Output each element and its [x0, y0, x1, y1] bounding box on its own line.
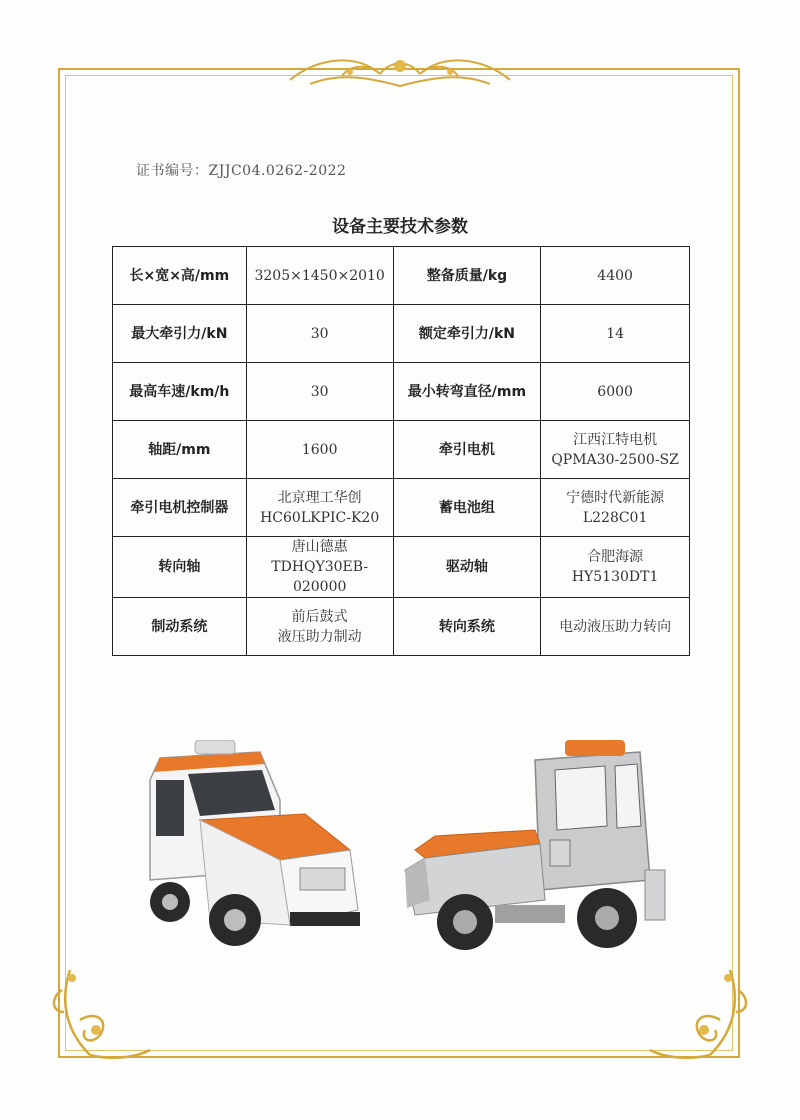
spec-label: 制动系统 — [113, 598, 247, 656]
spec-value: 6000 — [541, 363, 690, 421]
spec-value-line: 唐山德惠 — [291, 539, 348, 555]
spec-value — [246, 598, 393, 656]
spec-label: 转向系统 — [393, 598, 541, 656]
spec-value-line: HC60LKPIC-K20 — [260, 509, 380, 526]
table-row — [113, 598, 690, 656]
spec-label: 长×宽×高/mm — [113, 247, 247, 305]
spec-value: 30 — [246, 363, 393, 421]
spec-label: 牵引电机 — [393, 421, 541, 479]
spec-value-line: HY5130DT1 — [571, 569, 659, 585]
spec-label: 整备质量/kg — [393, 247, 541, 305]
table-row — [113, 537, 690, 598]
spec-value-line: 北京理工华创 — [277, 489, 362, 506]
table-row — [113, 363, 690, 421]
top-ornament — [280, 50, 520, 92]
tow-tractor-photo-gray — [395, 740, 670, 955]
spec-value-line: 合肥海源 — [587, 549, 644, 565]
spec-value — [541, 421, 690, 479]
spec-value-line: L228C01 — [582, 509, 648, 526]
bottom-right-ornament — [640, 960, 760, 1070]
spec-value: 3205×1450×2010 — [246, 247, 393, 305]
spec-value: 4400 — [541, 247, 690, 305]
spec-value: 1600 — [246, 421, 393, 479]
spec-value-line: QPMA30-2500-SZ — [551, 451, 679, 468]
bottom-left-ornament — [40, 960, 160, 1070]
spec-value — [246, 479, 393, 537]
spec-value: 电动液压助力转向 — [541, 598, 690, 656]
table-row — [113, 479, 690, 537]
spec-label: 驱动轴 — [393, 537, 541, 598]
spec-value-line: 江西江特电机 — [573, 431, 658, 448]
spec-value — [541, 537, 690, 598]
tow-tractor-photo-white — [140, 740, 370, 955]
table-title: 设备主要技术参数 — [332, 217, 468, 237]
spec-value-line: TDHQY30EB-020000 — [271, 559, 369, 595]
spec-value-line: 液压助力制动 — [277, 628, 362, 645]
spec-label: 轴距/mm — [113, 421, 247, 479]
specs-table — [112, 246, 690, 656]
spec-label: 蓄电池组 — [393, 479, 541, 537]
spec-label: 牵引电机控制器 — [113, 479, 247, 537]
table-row — [113, 421, 690, 479]
spec-value — [541, 479, 690, 537]
spec-label: 最大牵引力/kN — [113, 305, 247, 363]
spec-value-line: 前后鼓式 — [291, 608, 348, 625]
spec-label: 转向轴 — [113, 537, 247, 598]
spec-value — [246, 537, 393, 598]
spec-value: 30 — [246, 305, 393, 363]
certificate-number: 证书编号：ZJJC04.0262-2022 — [136, 163, 347, 179]
spec-label: 额定牵引力/kN — [393, 305, 541, 363]
spec-value-line: 宁德时代新能源 — [566, 489, 665, 506]
table-row — [113, 305, 690, 363]
spec-label: 最小转弯直径/mm — [393, 363, 541, 421]
table-row — [113, 247, 690, 305]
spec-label: 最高车速/km/h — [113, 363, 247, 421]
spec-value: 14 — [541, 305, 690, 363]
